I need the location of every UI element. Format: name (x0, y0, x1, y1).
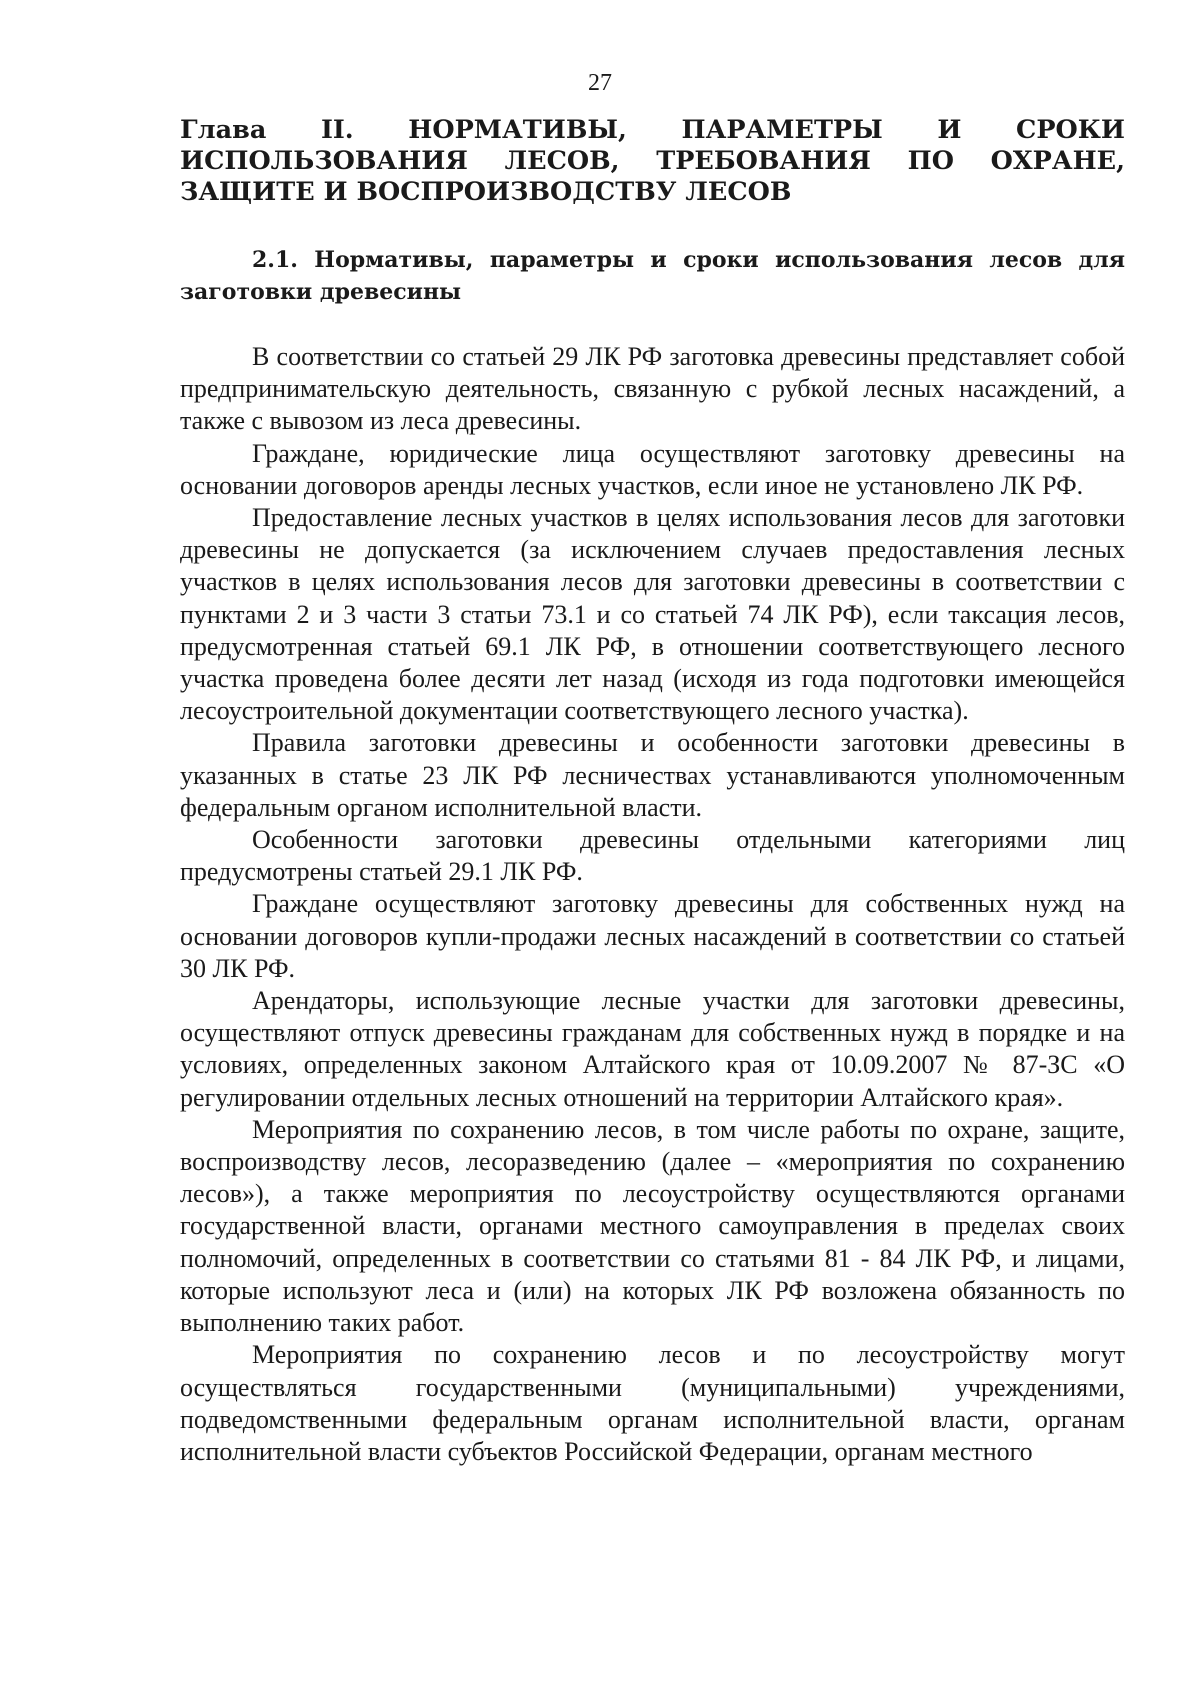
paragraph-6: Граждане осуществляют заготовку древесины для собственных нужд на основании договоров купли-продажи лесных насаждений в соответствии со статьей 30 ЛК РФ. (180, 889, 1125, 983)
paragraph-1: В соответствии со статьей 29 ЛК РФ заготовка древесины представляет собой предпринимательскую деятельность, связанную с рубкой лесных насаждений, а также с вывозом из леса древесины. (180, 342, 1125, 436)
paragraph-9: Мероприятия по сохранению лесов и по лесоустройству могут осуществляться государственными (муниципальными) учреждениями, подведомственными федеральным органам исполнительной власти, органам исполнительной власти субъектов Российской Федерации, органам местного (180, 1340, 1125, 1466)
page-content (180, 115, 1125, 1468)
paragraph-5: Особенности заготовки древесины отдельными категориями лиц предусмотрены статьей 29.1 ЛК РФ. (180, 825, 1125, 887)
chapter-title: Глава II. НОРМАТИВЫ, ПАРАМЕТРЫ И СРОКИ ИСПОЛЬЗОВАНИЯ ЛЕСОВ, ТРЕБОВАНИЯ ПО ОХРАНЕ, ЗАЩИТЕ И ВОСПРОИЗВОДСТВУ ЛЕСОВ (180, 115, 1125, 207)
paragraph-8: Мероприятия по сохранению лесов, в том числе работы по охране, защите, воспроизводству лесов, лесоразведению (далее – «мероприятия по сохранению лесов»), а также мероприятия по лесоустройству осуществляются органами государственной власти, органами местного самоуправления в пределах своих полномочий, определенных в соответствии со статьями 81 - 84 ЛК РФ, и лицами, которые используют леса и (или) на которых ЛК РФ возложена обязанность по выполнению таких работ. (180, 1114, 1125, 1338)
paragraph-4: Правила заготовки древесины и особенности заготовки древесины в указанных в статье 23 ЛК РФ лесничествах устанавливаются уполномоченным федеральным органом исполнительной власти. (180, 728, 1125, 822)
paragraph-2: Граждане, юридические лица осуществляют заготовку древесины на основании договоров аренды лесных участков, если иное не установлено ЛК РФ. (180, 438, 1125, 500)
body-text (180, 341, 1125, 1468)
paragraph-3: Предоставление лесных участков в целях использования лесов для заготовки древесины не допускается (за исключением случаев предоставления лесных участков в целях использования лесов для заготовки древесины в соответствии с пунктами 2 и 3 части 3 статьи 73.1 и со статьей 74 ЛК РФ), если таксация лесов, предусмотренная статьей 69.1 ЛК РФ, в отношении соответствующего лесного участка проведена более десяти лет назад (исходя из года подготовки имеющейся лесоустроительной документации соответствующего лесного участка). (180, 503, 1125, 726)
paragraph-7: Арендаторы, использующие лесные участки для заготовки древесины, осуществляют отпуск древесины гражданам для собственных нужд в порядке и на условиях, определенных законом Алтайского края от 10.09.2007 № 87-ЗС «О регулировании отдельных лесных отношений на территории Алтайского края». (180, 986, 1125, 1112)
section-title: 2.1. Нормативы, параметры и сроки использования лесов для заготовки древесины (180, 247, 1125, 305)
page-number: 27 (588, 70, 612, 96)
